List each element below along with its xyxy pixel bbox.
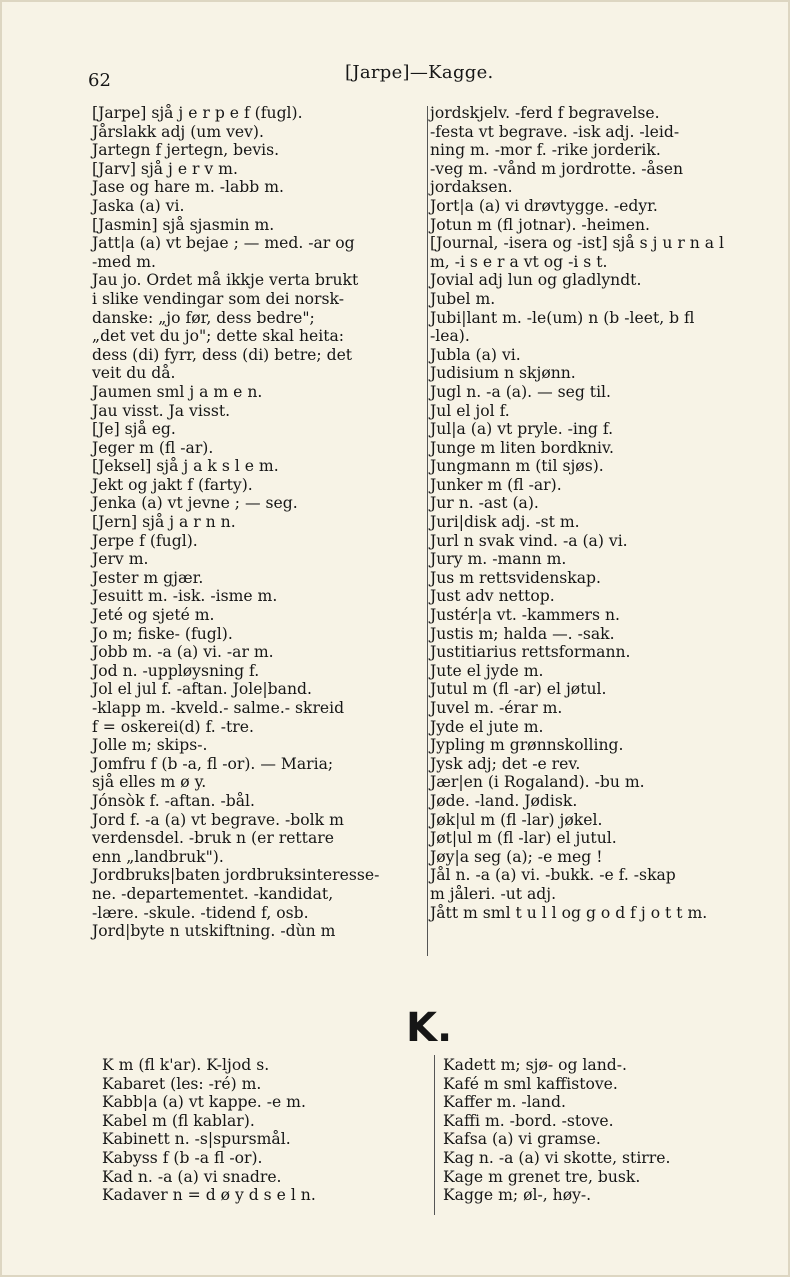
k-right-column bbox=[443, 1056, 763, 1205]
entry-line: Kabb|a (a) vt kappe. -e m. bbox=[102, 1093, 306, 1112]
entry-line: Kafsa (a) vi gramse. bbox=[443, 1130, 601, 1149]
entry-line: Jord f. -a (a) vt begrave. -bolk m bbox=[92, 810, 344, 829]
entry-line: Jul|a (a) vt pryle. -ing f. bbox=[430, 420, 614, 439]
entry-line: Justis m; halda —. -sak. bbox=[430, 624, 615, 643]
entry-line: Kafé m sml kaffistove. bbox=[443, 1074, 618, 1093]
entry-line: danske: „jo før, dess bedre"; bbox=[92, 308, 315, 327]
entry-line: sjå elles m ø y. bbox=[92, 773, 207, 792]
entry-line: Kage m grenet tre, busk. bbox=[443, 1167, 641, 1186]
entry-line: Junker m (fl -ar). bbox=[430, 475, 562, 494]
entry-line: Jær|en (i Rogaland). -bu m. bbox=[430, 773, 645, 792]
entry-line: -med m. bbox=[92, 252, 156, 271]
entry-line: Jått m sml t u l l og g o d f j o t t m. bbox=[430, 903, 708, 922]
entry-line: Jøk|ul m (fl -lar) jøkel. bbox=[430, 810, 603, 829]
entry-line: Jurl n svak vind. -a (a) vi. bbox=[430, 531, 628, 550]
entry-line: Jårslakk adj (um vev). bbox=[92, 122, 264, 141]
entry-line: Juri|disk adj. -st m. bbox=[430, 513, 580, 532]
right-column bbox=[430, 104, 765, 922]
entry-line: Jury m. -mann m. bbox=[430, 550, 567, 569]
entry-line: Jerv m. bbox=[92, 550, 149, 569]
entry-line: [Jeksel] sjå j a k s l e m. bbox=[92, 457, 279, 476]
section-letter-heading: K. bbox=[406, 1005, 453, 1051]
entry-line: f = oskerei(d) f. -tre. bbox=[92, 717, 254, 736]
entry-line: m, -i s e r a vt og -i s t. bbox=[430, 252, 608, 271]
entry-line: [Jarv] sjå j e r v m. bbox=[92, 159, 238, 178]
entry-line: [Jarpe] sjå j e r p e f (fugl). bbox=[92, 104, 303, 122]
entry-line: Jyde el jute m. bbox=[430, 717, 544, 736]
entry-line: Kaffer m. -land. bbox=[443, 1093, 566, 1112]
entry-line: Kabinett n. -s|spursmål. bbox=[102, 1130, 291, 1149]
entry-line: Jus m rettsvidenskap. bbox=[430, 568, 601, 587]
entry-line: jordskjelv. -ferd f begravelse. bbox=[430, 104, 660, 122]
entry-line: Jøt|ul m (fl -lar) el jutul. bbox=[430, 829, 617, 848]
entry-line: [Je] sjå eg. bbox=[92, 420, 176, 439]
entry-line: Jau jo. Ordet må ikkje verta brukt bbox=[92, 271, 359, 290]
entry-line: -lea). bbox=[430, 327, 470, 346]
entry-line: ne. -departementet. -kandidat, bbox=[92, 884, 334, 903]
entry-line: Juvel m. -érar m. bbox=[430, 699, 563, 717]
entry-line: Just adv nettop. bbox=[430, 587, 555, 606]
entry-line: Jul el jol f. bbox=[430, 401, 510, 420]
entry-line: „det vet du jo"; dette skal heita: bbox=[92, 327, 345, 346]
entry-line: Jål n. -a (a) vi. -bukk. -e f. -skap bbox=[430, 866, 676, 885]
entry-line: Jugl n. -a (a). — seg til. bbox=[430, 382, 611, 401]
entry-line: Jeger m (fl -ar). bbox=[92, 438, 214, 457]
entry-line: Jotun m (fl jotnar). -heimen. bbox=[430, 215, 650, 234]
entry-line: Jase og hare m. -labb m. bbox=[92, 178, 284, 197]
entry-line: Jute el jyde m. bbox=[430, 661, 544, 680]
entry-line: Jartegn f jertegn, bevis. bbox=[92, 141, 280, 160]
entry-line: Jónsòk f. -aftan. -bål. bbox=[92, 791, 255, 810]
entry-line: [Journal, -isera og -ist] sjå s j u r n a l bbox=[430, 234, 725, 253]
entry-line: [Jern] sjå j a r n n. bbox=[92, 513, 236, 532]
entry-line: K m (fl k'ar). K-ljod s. bbox=[102, 1056, 270, 1074]
entry-line: Jau visst. Ja visst. bbox=[92, 401, 231, 420]
entry-line: Jenka (a) vt jevne ; — seg. bbox=[92, 494, 298, 513]
entry-line: -veg m. -vånd m jordrotte. -åsen bbox=[430, 159, 684, 178]
entry-line: -klapp m. -kveld.- salme.- skreid bbox=[92, 699, 345, 717]
column-divider bbox=[427, 106, 428, 956]
entry-line: Kabaret (les: -ré) m. bbox=[102, 1074, 262, 1093]
entry-line: dess (di) fyrr, dess (di) betre; det bbox=[92, 345, 353, 364]
entry-line: Jester m gjær. bbox=[92, 568, 204, 587]
k-column-divider bbox=[434, 1055, 435, 1215]
entry-line: Kaffi m. -bord. -stove. bbox=[443, 1111, 614, 1130]
entry-line: [Jasmin] sjå sjasmin m. bbox=[92, 215, 275, 234]
entry-line: Jubla (a) vi. bbox=[430, 345, 521, 364]
entry-line: Kadaver n = d ø y d s e l n. bbox=[102, 1186, 316, 1205]
entry-line: -festa vt begrave. -isk adj. -leid- bbox=[430, 122, 680, 141]
entry-line: Jubel m. bbox=[430, 289, 496, 308]
entry-line: Jutul m (fl -ar) el jøtul. bbox=[430, 680, 607, 699]
entry-line: jordaksen. bbox=[430, 178, 513, 197]
entry-line: Kagge m; øl-, høy-. bbox=[443, 1186, 592, 1205]
entry-line: Jekt og jakt f (farty). bbox=[92, 475, 253, 494]
entry-line: i slike vendingar som dei norsk- bbox=[92, 289, 344, 308]
entry-line: enn „landbruk"). bbox=[92, 847, 224, 866]
entry-line: Kabel m (fl kablar). bbox=[102, 1111, 255, 1130]
entry-line: Jøy|a seg (a); -e meg ! bbox=[430, 847, 603, 866]
entry-line: Junge m liten bordkniv. bbox=[430, 438, 614, 457]
entry-line: Jysk adj; det -e rev. bbox=[430, 754, 581, 773]
entry-line: Jobb m. -a (a) vi. -ar m. bbox=[92, 643, 274, 662]
entry-line: Jypling m grønnskolling. bbox=[430, 736, 624, 755]
entry-line: Jol el jul f. -aftan. Jole|band. bbox=[92, 680, 312, 699]
k-left-column bbox=[102, 1056, 422, 1205]
page-number: 62 bbox=[88, 70, 111, 91]
entry-line: -lære. -skule. -tidend f, osb. bbox=[92, 903, 309, 922]
entry-line: veit du då. bbox=[92, 364, 176, 383]
entry-line: Jaska (a) vi. bbox=[92, 196, 185, 215]
entry-line: Jubi|lant m. -le(um) n (b -leet, b fl bbox=[430, 308, 695, 327]
entry-line: Kabyss f (b -a fl -or). bbox=[102, 1148, 263, 1167]
entry-line: Jovial adj lun og gladlyndt. bbox=[430, 271, 642, 290]
entry-line: Jomfru f (b -a, fl -or). — Maria; bbox=[92, 754, 334, 773]
entry-line: Judisium n skjønn. bbox=[430, 364, 576, 383]
entry-line: Jungmann m (til sjøs). bbox=[430, 457, 604, 476]
entry-line: Jod n. -uppløysning f. bbox=[92, 661, 260, 680]
entry-line: Jo m; fiske- (fugl). bbox=[92, 624, 233, 643]
entry-line: Jøde. -land. Jødisk. bbox=[430, 791, 578, 810]
entry-line: Justitiarius rettsformann. bbox=[430, 643, 631, 662]
entry-line: Jerpe f (fugl). bbox=[92, 531, 198, 550]
entry-line: ning m. -mor f. -rike jorderik. bbox=[430, 141, 661, 160]
entry-line: Jesuitt m. -isk. -isme m. bbox=[92, 587, 278, 606]
entry-line: Jordbruks|baten jordbruksinteresse- bbox=[92, 866, 380, 885]
entry-line: m jåleri. -ut adj. bbox=[430, 884, 557, 903]
entry-line: Kadett m; sjø- og land-. bbox=[443, 1056, 627, 1074]
entry-line: Jolle m; skips-. bbox=[92, 736, 208, 755]
entry-line: Kag n. -a (a) vi skotte, stirre. bbox=[443, 1148, 671, 1167]
left-column bbox=[92, 104, 424, 941]
entry-line: Jeté og sjeté m. bbox=[92, 606, 215, 625]
running-head: [Jarpe]—Kagge. bbox=[345, 62, 494, 83]
entry-line: Jatt|a (a) vt bejae ; — med. -ar og bbox=[92, 234, 355, 253]
entry-line: Jur n. -ast (a). bbox=[430, 494, 539, 513]
entry-line: Kad n. -a (a) vi snadre. bbox=[102, 1167, 282, 1186]
entry-line: Jaumen sml j a m e n. bbox=[92, 382, 263, 401]
entry-line: Jort|a (a) vi drøvtygge. -edyr. bbox=[430, 196, 658, 215]
entry-line: Justér|a vt. -kammers n. bbox=[430, 606, 620, 625]
entry-line: verdensdel. -bruk n (er rettare bbox=[92, 829, 334, 848]
entry-line: Jord|byte n utskiftning. -dùn m bbox=[92, 922, 336, 941]
